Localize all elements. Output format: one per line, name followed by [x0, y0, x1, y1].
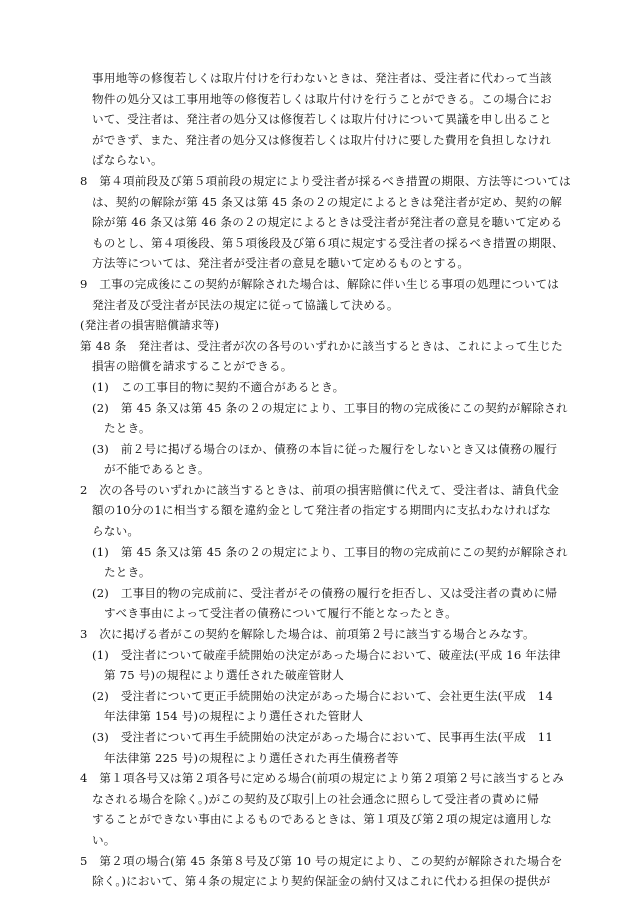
text-line: (2) 工事目的物の完成前に、受注者がその債務の履行を拒否し、又は受注者の責めに帰 — [92, 585, 558, 600]
text-line: 除が第 46 条又は第 46 条の２の規定によるときは受注者が発注者の意見を聴いて定める — [92, 215, 563, 230]
text-line: 9 工事の完成後にこの契約が解除された場合は、解除に伴い生じる事項の処理については — [80, 276, 560, 291]
document-body — [80, 68, 571, 892]
text-line: たとき。 — [104, 421, 151, 436]
text-line: (3) 前２号に掲げる場合のほか、債務の本旨に従った履行をしないとき又は債務の履行 — [92, 441, 558, 456]
text-line: らない。 — [92, 524, 140, 539]
text-line: ものとし、第４項後段、第５項後段及び第６項に規定する受注者の採るべき措置の期限、 — [92, 235, 564, 250]
text-line: 事用地等の修復若しくは取片付けを行わないときは、発注者は、受注者に代わって当該 — [92, 71, 552, 85]
text-line: (1) 受注者について破産手続開始の決定があった場合において、破産法(平成 16 年法律 — [92, 647, 561, 662]
text-line: なされる場合を除く。)がこの契約及び取引上の社会通念に照らして受注者の責めに帰 — [92, 791, 539, 806]
text-line: たとき。 — [104, 565, 151, 580]
text-line: 額の10分の1に相当する額を違約金として発注者の指定する期間内に支払わなければな — [92, 503, 552, 518]
text-line: 物件の処分又は工事用地等の修復若しくは取片付けを行うことができる。この場合にお — [92, 91, 552, 106]
text-line: は、契約の解除が第 45 条又は第 45 条の２の規定によるときは発注者が定め、契約の解 — [92, 194, 562, 209]
text-line: 8 第４項前段及び第５項前段の規定により受注者が採るべき措置の期限、方法等については — [80, 173, 571, 188]
text-line: 3 次に掲げる者がこの契約を解除した場合は、前項第２号に該当する場合とみなす。 — [80, 627, 535, 642]
text-line: すべき事由によって受注者の債務について履行不能となったとき。 — [104, 606, 457, 621]
text-line: 5 第２項の場合(第 45 条第８号及び第 10 号の規定により、この契約が解除された場合を — [80, 853, 563, 868]
text-line: 年法律第 154 号)の規程により選任された管財人 — [104, 709, 364, 724]
text-line: (2) 第 45 条又は第 45 条の２の規定により、工事目的物の完成後にこの契約が解除され — [92, 400, 568, 415]
text-line: 方法等については、発注者が受注者の意見を聴いて定めるものとする。 — [92, 256, 470, 271]
text-line: が不能であるとき。 — [104, 462, 210, 477]
text-line: (3) 受注者について再生手続開始の決定があった場合において、民事再生法(平成 11 — [92, 730, 553, 744]
text-line: することができない事由によるものであるときは、第１項及び第２項の規定は適用しな — [92, 812, 552, 827]
text-line: い。 — [92, 832, 116, 847]
text-line: 除く。)において、第４条の規定により契約保証金の納付又はこれに代わる担保の提供が — [92, 874, 551, 889]
text-line: (1) この工事目的物に契約不適合があるとき。 — [92, 379, 345, 394]
text-line: 損害の賠償を請求することができる。 — [92, 359, 293, 374]
text-line: 発注者及び受注者が民法の規定に従って協議して決める。 — [92, 297, 399, 312]
text-line: 4 第１項各号又は第２項各号に定める場合(前項の規定により第２項第２号に該当するとみ — [80, 771, 565, 786]
text-line: (発注者の損害賠償請求等) — [80, 318, 220, 333]
text-line: 第 75 号)の規程により選任された破産管財人 — [104, 668, 344, 683]
text-line: (1) 第 45 条又は第 45 条の２の規定により、工事目的物の完成前にこの契約が解除され — [92, 544, 568, 559]
text-line: ができず、また、発注者の処分又は修復若しくは取片付けに要した費用を負担しなけれ — [92, 132, 552, 147]
text-line: 第 48 条 発注者は、受注者が次の各号のいずれかに該当するときは、これによって生じた — [80, 338, 563, 353]
text-line: 2 次の各号のいずれかに該当するときは、前項の損害賠償に代えて、受注者は、請負代金 — [80, 482, 560, 497]
text-line: いて、受注者は、発注者の処分又は修復若しくは取片付けについて異議を申し出ること — [92, 112, 552, 127]
text-line: (2) 受注者について更正手続開始の決定があった場合において、会社更生法(平成 14 — [92, 688, 553, 703]
text-line: 年法律第 225 号)の規程により選任された再生債務者等 — [104, 750, 399, 765]
text-line: ばならない。 — [92, 153, 163, 168]
